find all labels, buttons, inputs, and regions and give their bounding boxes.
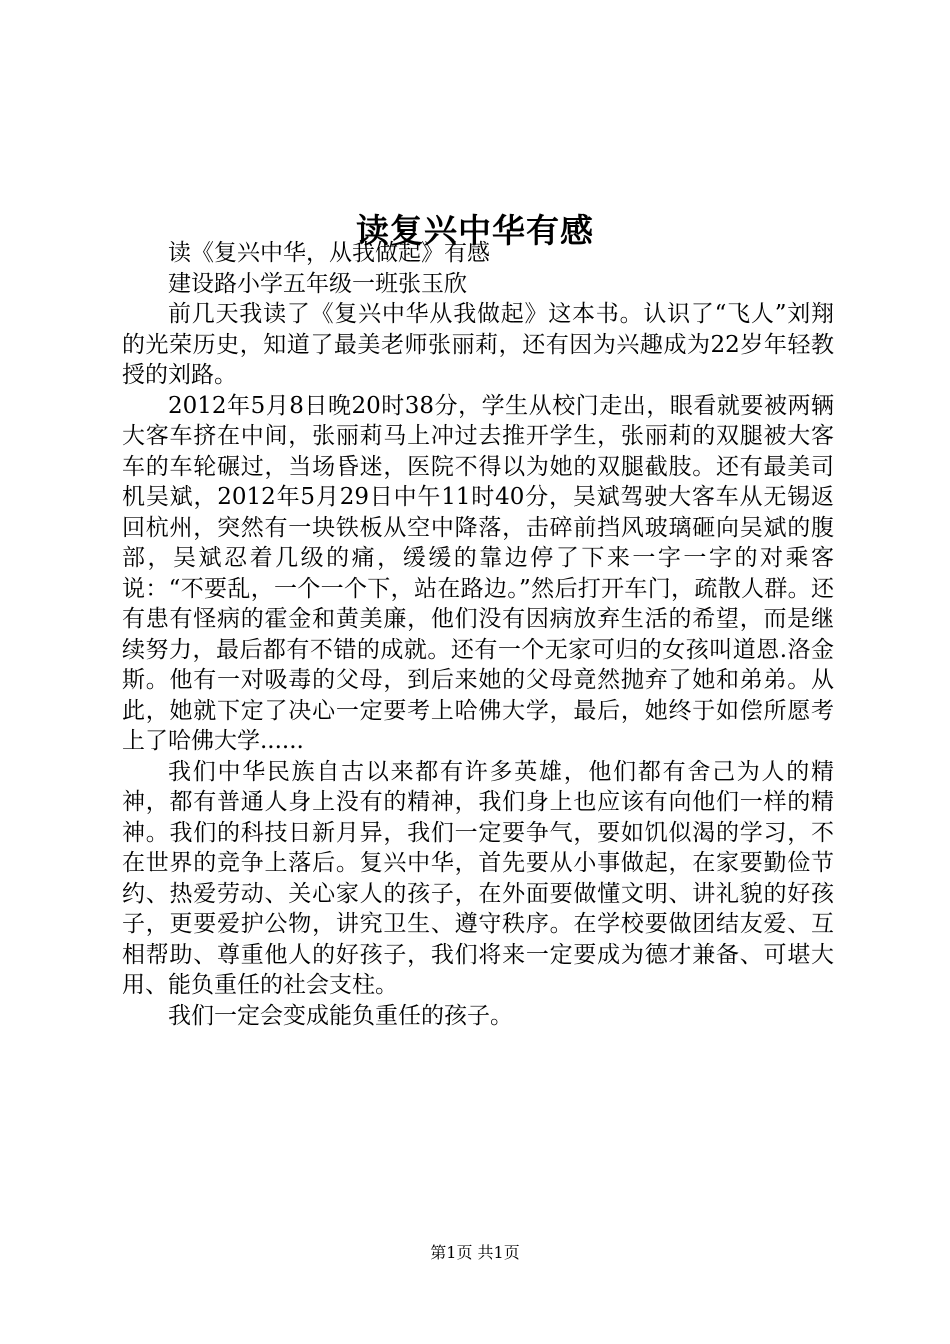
paragraph-stories: 2012年5月8日晚20时38分，学生从校门走出，眼看就要被两辆大客车挤在中间，张丽莉马上冲过去推开学生，张丽莉的双腿被大客车的车轮碾过，当场昏迷，医院不得以为她的双腿截肢。还有最美司机吴斌，2012年5月29日中午11时40分，吴斌驾驶大客车从无锡返回杭州，突然有一块铁板从空中降落，击碎前挡风玻璃砸向吴斌的腹部，吴斌忍着几级的痛，缓缓的靠边停了下来一字一字的对乘客说：“不要乱，一个一个下，站在路边。”然后打开车门，疏散人群。还有患有怪病的霍金和黄美廉，他们没有因病放弃生活的希望，而是继续努力，最后都有不错的成就。还有一个无家可归的女孩叫道恩.洛金斯。他有一对吸毒的父母，到后来她的父母竟然抛弃了她和弟弟。从此，她就下定了决心一定要考上哈佛大学，最后，她终于如偿所愿考上了哈佛大学......	[122, 392, 834, 754]
paragraph-reflection: 我们中华民族自古以来都有许多英雄，他们都有舍己为人的精神，都有普通人身上没有的精神，我们身上也应该有向他们一样的精神。我们的科技日新月异，我们一定要争气，要如饥似渴的学习，不在世界的竞争上落后。复兴中华，首先要从小事做起，在家要勤俭节约、热爱劳动、关心家人的孩子，在外面要做懂文明、讲礼貌的好孩子，更要爱护公物，讲究卫生、遵守秩序。在学校要做团结友爱、互相帮助、尊重他人的好孩子，我们将来一定要成为德才兼备、可堪大用、能负重任的社会支柱。	[122, 758, 834, 998]
paragraph-author: 建设路小学五年级一班张玉欣	[168, 270, 467, 297]
paragraph-conclusion: 我们一定会变成能负重任的孩子。	[168, 1002, 513, 1029]
document-title: 读复兴中华有感	[356, 211, 594, 251]
page-footer: 第1页 共1页	[430, 1243, 520, 1262]
paragraph-intro: 前几天我读了《复兴中华从我做起》这本书。认识了“飞人”刘翔的光荣历史，知道了最美老师张丽莉，还有因为兴趣成为22岁年轻教授的刘路。	[122, 301, 834, 388]
document-body	[122, 238, 834, 1031]
paragraph-subtitle: 读《复兴中华，从我做起》有感	[168, 240, 490, 266]
